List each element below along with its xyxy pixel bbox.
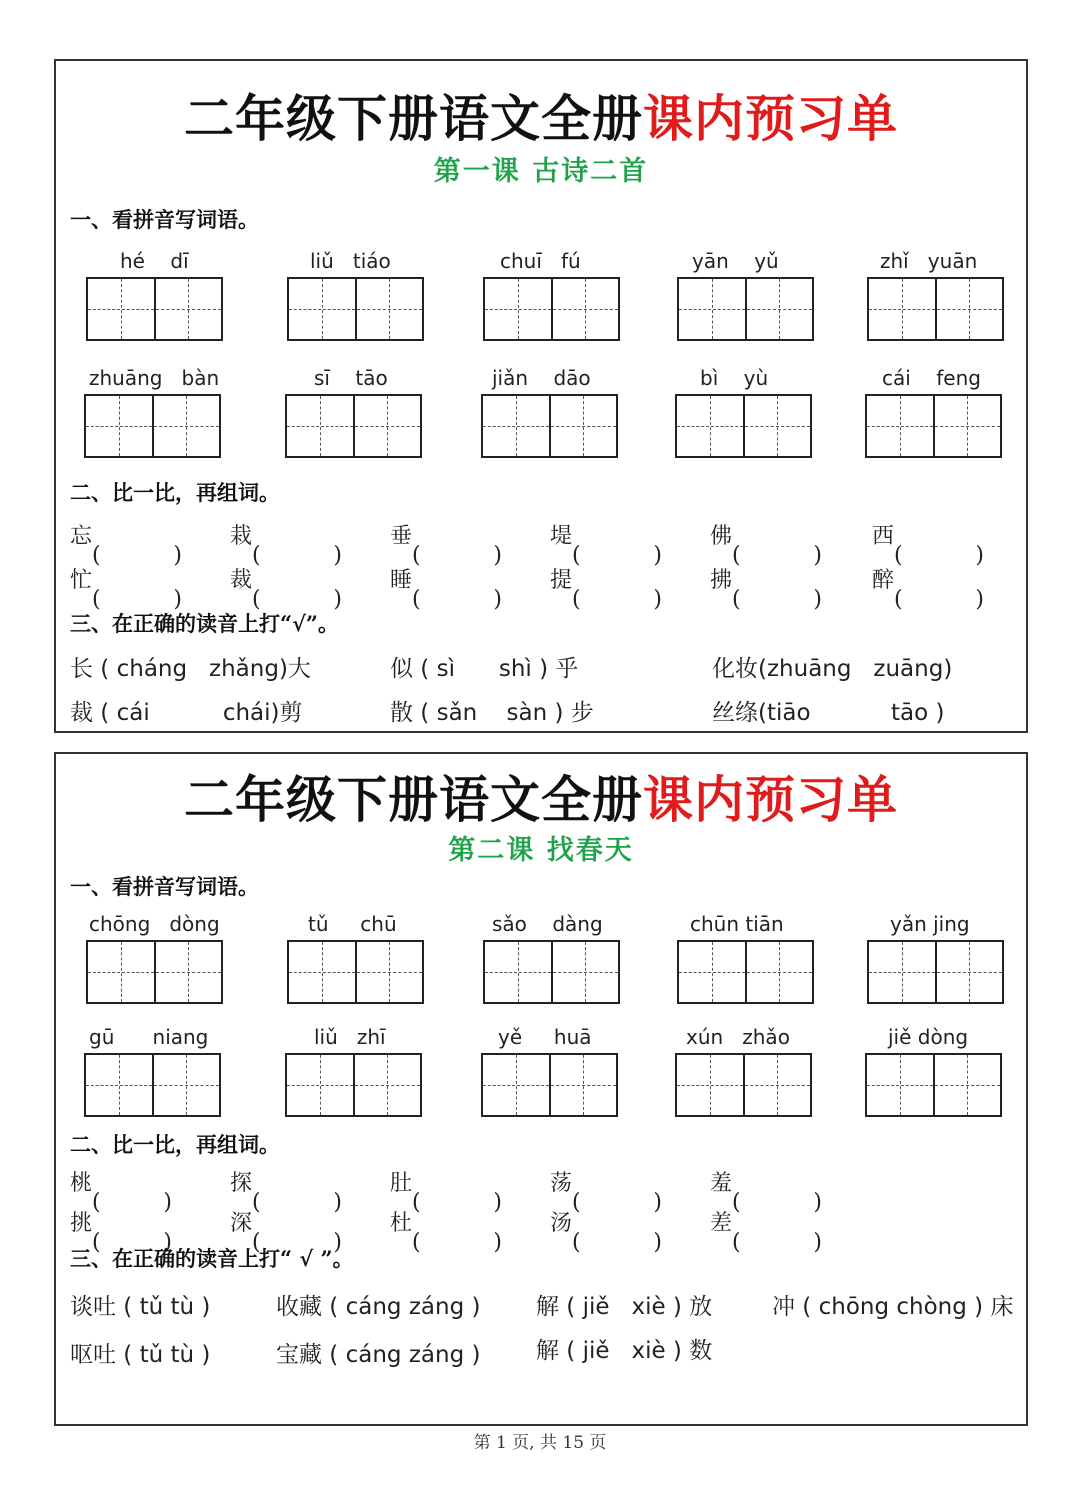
compare-item[interactable]: 忘: [70, 524, 93, 549]
writing-box[interactable]: [865, 1053, 1002, 1117]
writing-box[interactable]: [481, 394, 618, 458]
writing-box[interactable]: [867, 940, 1004, 1004]
pinyin-label: liǔ tiáo: [310, 249, 391, 273]
writing-box[interactable]: [483, 277, 620, 341]
compare-item[interactable]: 睡: [390, 568, 413, 593]
pinyin-label: gū niang: [89, 1025, 209, 1049]
writing-box[interactable]: [867, 277, 1004, 341]
compare-item[interactable]: 栽: [230, 524, 253, 549]
lesson-title: 第一课 古诗二首: [433, 156, 649, 187]
worksheet-lesson-1: [54, 59, 1028, 733]
compare-item[interactable]: 深: [230, 1211, 253, 1236]
compare-item[interactable]: 醉: [872, 568, 895, 593]
reading-item[interactable]: 解 ( jiě xiè ) 放: [536, 1294, 713, 1320]
writing-box[interactable]: [865, 394, 1002, 458]
pinyin-label: zhǐ yuān: [880, 249, 978, 273]
section-1-heading: 一、看拼音写词语。: [70, 874, 259, 899]
page-counter: 第 1 页, 共 15 页: [473, 1433, 607, 1453]
section-3-heading: 三、在正确的读音上打“√”。: [70, 611, 339, 636]
writing-box[interactable]: [677, 277, 814, 341]
reading-item[interactable]: 呕吐 ( tǔ tù ): [70, 1342, 211, 1368]
writing-box[interactable]: [285, 1053, 422, 1117]
writing-box[interactable]: [675, 394, 812, 458]
section-2-heading: 二、比一比，再组词。: [70, 480, 280, 505]
compare-item[interactable]: 拂: [710, 568, 733, 593]
section-2-heading: 二、比一比，再组词。: [70, 1132, 280, 1157]
pinyin-label: chūn tiān: [690, 912, 784, 936]
reading-item[interactable]: 解 ( jiě xiè ) 数: [536, 1338, 713, 1364]
pinyin-label: cái feng: [882, 366, 981, 390]
writing-box[interactable]: [287, 940, 424, 1004]
worksheet-title: 二年级下册语文全册课内预习单: [184, 89, 898, 148]
pinyin-label: jiě dòng: [888, 1025, 969, 1049]
compare-item[interactable]: 西: [872, 524, 895, 549]
pinyin-label: xún zhǎo: [686, 1025, 790, 1049]
compare-item[interactable]: 挑: [70, 1211, 93, 1236]
reading-item[interactable]: 长 ( cháng zhǎng)大: [70, 656, 311, 682]
section-1-heading: 一、看拼音写词语。: [70, 207, 259, 232]
writing-box[interactable]: [84, 394, 221, 458]
compare-item[interactable]: 杜: [390, 1211, 413, 1236]
worksheet-lesson-2: [54, 752, 1028, 1426]
compare-item[interactable]: 佛: [710, 524, 733, 549]
pinyin-label: bì yù: [700, 366, 769, 390]
compare-item[interactable]: 肚: [390, 1171, 413, 1196]
reading-item[interactable]: 宝藏 ( cáng záng ): [276, 1342, 481, 1368]
compare-item[interactable]: 羞: [710, 1171, 733, 1196]
compare-item[interactable]: 提: [550, 568, 573, 593]
compare-item[interactable]: 汤: [550, 1211, 573, 1236]
pinyin-label: hé dī: [120, 249, 189, 273]
reading-item[interactable]: 裁 ( cái chái)剪: [70, 700, 303, 726]
lesson-title: 第二课 找春天: [448, 835, 634, 866]
section-3-heading: 三、在正确的读音上打“ √ ”。: [70, 1246, 354, 1271]
pinyin-label: sī tāo: [314, 366, 388, 390]
writing-box[interactable]: [86, 940, 223, 1004]
pinyin-label: yǎn jing: [890, 912, 970, 936]
compare-item[interactable]: 桃: [70, 1171, 93, 1196]
reading-item[interactable]: 似 ( sì shì ) 乎: [390, 656, 579, 682]
compare-item[interactable]: 差: [710, 1211, 733, 1236]
compare-item[interactable]: 探: [230, 1171, 253, 1196]
reading-item[interactable]: 冲 ( chōng chòng ) 床: [772, 1294, 1014, 1320]
reading-item[interactable]: 收藏 ( cáng záng ): [276, 1294, 481, 1320]
pinyin-label: chōng dòng: [89, 912, 220, 936]
pinyin-label: liǔ zhī: [314, 1025, 386, 1049]
writing-box[interactable]: [84, 1053, 221, 1117]
compare-item[interactable]: 垂: [390, 524, 413, 549]
compare-item[interactable]: 忙: [70, 568, 93, 593]
reading-item[interactable]: 谈吐 ( tǔ tù ): [70, 1294, 211, 1320]
compare-item[interactable]: 裁: [230, 568, 253, 593]
reading-item[interactable]: 化妆(zhuāng zuāng): [712, 656, 953, 682]
writing-box[interactable]: [285, 394, 422, 458]
compare-item[interactable]: 荡: [550, 1171, 573, 1196]
pinyin-label: chuī fú: [500, 249, 581, 273]
pinyin-label: jiǎn dāo: [492, 366, 591, 390]
pinyin-label: sǎo dàng: [492, 912, 603, 936]
writing-box[interactable]: [287, 277, 424, 341]
pinyin-label: tǔ chū: [308, 912, 397, 936]
writing-box[interactable]: [481, 1053, 618, 1117]
pinyin-label: zhuāng bàn: [89, 366, 220, 390]
pinyin-label: yě huā: [498, 1025, 592, 1049]
worksheet-title: 二年级下册语文全册课内预习单: [184, 770, 898, 829]
reading-item[interactable]: 散 ( sǎn sàn ) 步: [390, 700, 594, 726]
writing-box[interactable]: [677, 940, 814, 1004]
pinyin-label: yān yǔ: [692, 249, 779, 273]
writing-box[interactable]: [483, 940, 620, 1004]
reading-item[interactable]: 丝绦(tiāo tāo ): [712, 700, 945, 726]
writing-box[interactable]: [675, 1053, 812, 1117]
compare-item[interactable]: 堤: [550, 524, 573, 549]
writing-box[interactable]: [86, 277, 223, 341]
